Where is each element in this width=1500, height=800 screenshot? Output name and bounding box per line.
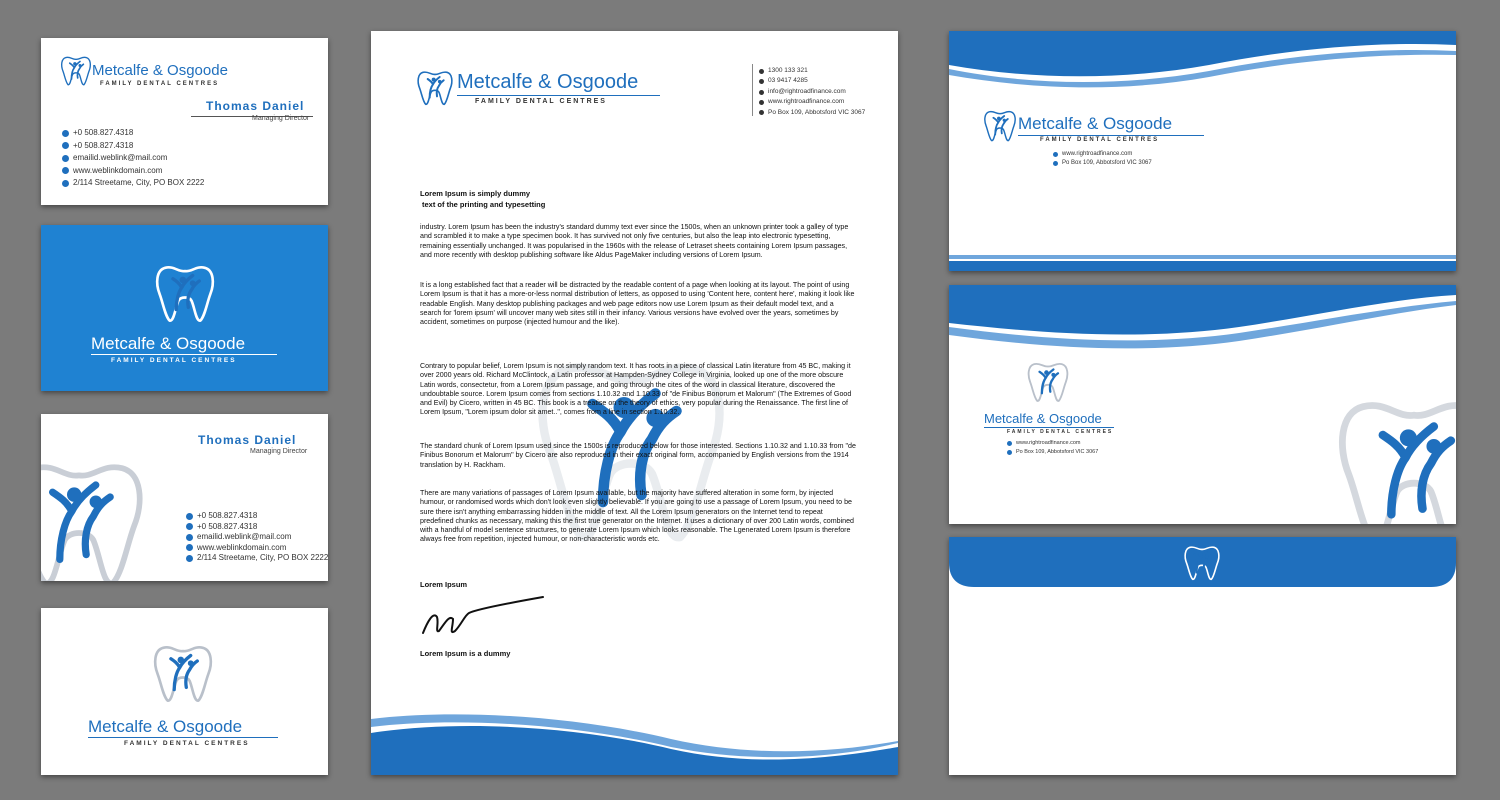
contact-address: Po Box 109, Abbotsford VIC 3067 — [1053, 159, 1152, 168]
phone-icon — [759, 69, 764, 74]
contact-phone-2: +0 508.827.4318 — [186, 522, 328, 533]
tooth-logo-icon — [415, 62, 455, 112]
contact-website: www.rightroadfinance.com — [759, 97, 865, 107]
brand-name: Metcalfe & Osgoode — [92, 62, 228, 79]
person-name: Thomas Daniel — [198, 433, 297, 447]
header-separator — [752, 64, 753, 116]
phone-icon — [186, 513, 193, 520]
bottom-stripe — [949, 255, 1456, 259]
business-card-back-blue — [41, 225, 328, 391]
globe-icon — [62, 167, 69, 174]
business-card-front-white — [41, 38, 328, 205]
contact-email: emailid.weblink@mail.com — [62, 152, 204, 165]
location-pin-icon — [1053, 161, 1058, 166]
letter-heading: Lorem Ipsum is simply dummy text of the printing and typesetting — [420, 189, 546, 209]
globe-icon — [1053, 152, 1058, 157]
contact-phone-1: +0 508.827.4318 — [62, 127, 204, 140]
contact-address: 2/114 Streetame, City, PO BOX 2222 — [186, 553, 328, 564]
tooth-logo-icon — [152, 253, 218, 331]
person-title: Managing Director — [250, 448, 308, 455]
paragraph-2: It is a long established fact that a reader will be distracted by the readable content of a page when looking at its layout. The point of using Lorem Ipsum is that it has a more-or-less normal distribution of letters, as opposed to using 'Content here, content here', making it look like readable English. Many desktop publishing packages and web page editors now use Lorem Ipsum as their default model text, and a search for 'lorem ipsum' will uncover many web sites still in their infancy. Various versions have evolved over the years, sometimes by accident, sometimes on purpose (injected humour and the like). — [420, 281, 855, 327]
location-pin-icon — [62, 180, 69, 187]
brand-tagline: FAMILY DENTAL CENTRES — [100, 81, 220, 87]
header-wave — [949, 31, 1456, 101]
contact-phone-1: 1300 133 321 — [759, 66, 865, 76]
contact-email: emailid.weblink@mail.com — [186, 532, 328, 543]
contact-website: www.weblinkdomain.com — [62, 165, 204, 178]
tooth-watermark-icon — [1329, 369, 1456, 524]
bottom-band — [949, 261, 1456, 271]
divider — [88, 737, 278, 738]
divider — [91, 354, 277, 355]
signature-icon — [419, 593, 549, 643]
brand-name: Metcalfe & Osgoode — [457, 71, 639, 93]
globe-icon — [1007, 441, 1012, 446]
divider — [457, 95, 660, 96]
phone-icon — [759, 79, 764, 84]
paragraph-1: industry. Lorem Ipsum has been the industry's standard dummy text ever since the 1500s, when an unknown printer took a galley of type and scrambled it to make a type specimen book. It has survived not only five centuries, but also the leap into electronic typesetting, remaining essentially unchanged. It was popularised in the 1960s with the release of Letraset sheets containing Lorem Ipsum passages, and more recently with desktop publishing software like Aldus PageMaker including versions of Lorem Ipsum. — [420, 223, 849, 259]
brand-tagline: FAMILY DENTAL CENTRES — [124, 740, 250, 747]
divider — [1018, 135, 1204, 136]
person-name: Thomas Daniel — [206, 99, 305, 113]
brand-name: Metcalfe & Osgoode — [984, 411, 1102, 426]
contact-address: Po Box 109, Abbotsford VIC 3067 — [1007, 448, 1098, 457]
tooth-logo-icon — [1025, 351, 1071, 411]
envelope-back — [949, 537, 1456, 775]
tooth-logo-icon — [1182, 539, 1222, 585]
contact-address: Po Box 109, Abbotsford VIC 3067 — [759, 108, 865, 118]
brand-tagline: FAMILY DENTAL CENTRES — [1007, 429, 1114, 435]
brand-tagline: FAMILY DENTAL CENTRES — [475, 98, 607, 105]
location-pin-icon — [759, 110, 764, 115]
location-pin-icon — [186, 555, 193, 562]
phone-icon — [62, 142, 69, 149]
signoff-label: Lorem Ipsum is a dummy — [420, 649, 511, 658]
globe-icon — [186, 544, 193, 551]
contact-website: www.weblinkdomain.com — [186, 543, 328, 554]
contact-website: www.rightroadfinance.com — [1053, 150, 1152, 159]
contact-list — [186, 511, 328, 564]
brand-name: Metcalfe & Osgoode — [1018, 114, 1173, 133]
phone-icon — [186, 523, 193, 530]
envelope-contacts — [1053, 150, 1152, 168]
person-title: Managing Director — [252, 115, 310, 122]
brand-tagline: FAMILY DENTAL CENTRES — [111, 357, 237, 364]
envelope-contacts — [1007, 439, 1098, 457]
tooth-logo-icon — [150, 632, 216, 712]
header-wave — [949, 285, 1456, 357]
contact-phone-2: +0 508.827.4318 — [62, 140, 204, 153]
contact-email: info@rightroadfinance.com — [759, 87, 865, 97]
divider — [984, 427, 1114, 428]
paragraph-5: There are many variations of passages of Lorem Ipsum available, but the majority have suffered alteration in some form, by injected humour, or randomised words which don't look even slightly believable. If you are going to use a passage of Lorem Ipsum, you need to be sure there isn't anything embarrassing hidden in the middle of text. All the Lorem Ipsum generators on the Internet tend to repeat predefined chunks as necessary, making this the first true generator on the Internet. It uses a dictionary of over 200 Latin words, combined with a handful of model sentence structures, to generate Lorem Ipsum which looks reasonable. The Lgenerated Lorem Ipsum is therefore always free from repetition, injected humour, or non-characteristic words etc. — [420, 489, 855, 544]
location-pin-icon — [1007, 450, 1012, 455]
brand-tagline: FAMILY DENTAL CENTRES — [1040, 137, 1160, 143]
contact-list — [62, 127, 204, 190]
globe-icon — [759, 100, 764, 105]
business-card-alt-white — [41, 414, 328, 581]
email-icon — [62, 155, 69, 162]
tooth-logo-icon — [59, 53, 93, 87]
contact-website: www.rightroadfinance.com — [1007, 439, 1098, 448]
footer-wave — [371, 701, 898, 775]
paragraph-4: The standard chunk of Lorem Ipsum used since the 1500s is reproduced below for those interested. Sections 1.10.32 and 1.10.33 from "de Finibus Bonorum et Malorum" by Cicero are also reproduced in their exact original form, accompanied by English versions from the 1914 translation by H. Rackham. — [420, 442, 856, 469]
tooth-watermark-icon — [41, 436, 151, 581]
tooth-logo-icon — [982, 103, 1018, 147]
paragraph-3: Contrary to popular belief, Lorem Ipsum is not simply random text. It has roots in a piece of classical Latin literature from 45 BC, making it over 2000 years old. Richard McClintock, a Latin professor at Hampden-Sydney College in Virginia, looked up one of the more obscure Latin words, consectetur, from a Lorem Ipsum passage, and going through the cites of the word in classical literature, discovered the undoubtable source. Lorem Ipsum comes from sections 1.10.32 and 1.10.33 of "de Finibus Bonorum et Malorum" (The Extremes of Good and Evil) by Cicero, written in 45 BC. This book is a treatise on the theory of ethics, very popular during the Renaissance. The first line of Lorem Ipsum, "Lorem ipsum dolor sit amet..", comes from a line in section 1.10.32. — [420, 362, 852, 417]
brand-name: Metcalfe & Osgoode — [91, 334, 246, 353]
letterhead-contacts — [759, 66, 865, 118]
brand-name: Metcalfe & Osgoode — [88, 717, 243, 736]
contact-phone-1: +0 508.827.4318 — [186, 511, 328, 522]
envelope-front — [949, 31, 1456, 271]
contact-phone-2: 03 9417 4285 — [759, 76, 865, 86]
envelope-alt — [949, 285, 1456, 524]
phone-icon — [62, 130, 69, 137]
email-icon — [759, 90, 764, 95]
email-icon — [186, 534, 193, 541]
contact-address: 2/114 Streetame, City, PO BOX 2222 — [62, 177, 204, 190]
business-card-logo-white — [41, 608, 328, 775]
closing-label: Lorem Ipsum — [420, 580, 468, 589]
letterhead — [371, 31, 898, 775]
